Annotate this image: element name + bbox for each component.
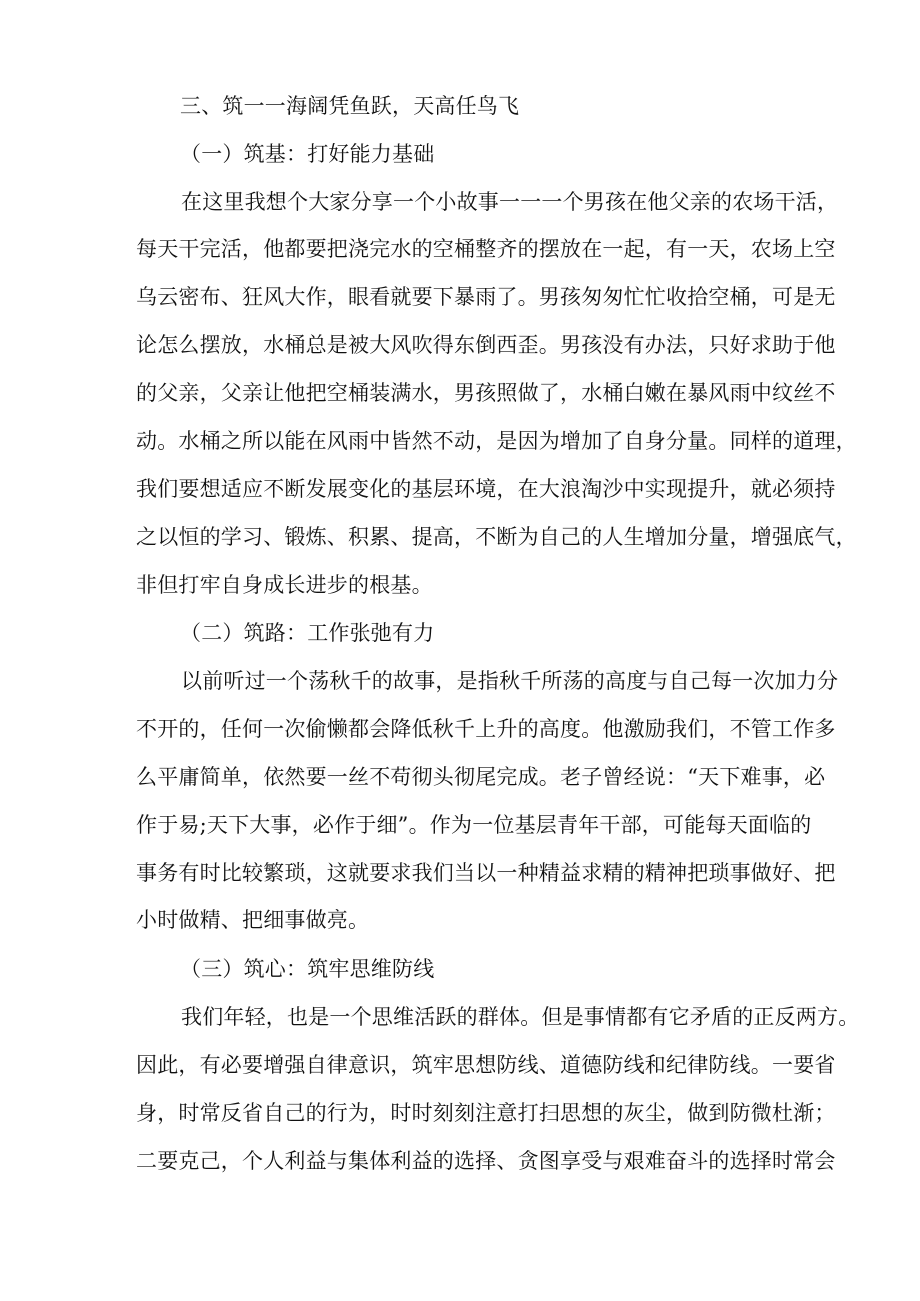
paragraph-line: 不开的，任何一次偷懒都会降低秋千上升的高度。他激励我们，不管工作多: [136, 717, 836, 741]
paragraph-line: 么平庸简单，依然要一丝不苟彻头彻尾完成。老子曾经说：“天下难事，必: [136, 765, 826, 789]
paragraph-line: 论怎么摆放，水桶总是被大风吹得东倒西歪。男孩没有办法，只好求助于他: [136, 333, 836, 357]
paragraph-line: 小时做精、把细事做亮。: [136, 908, 370, 932]
subsection-heading: （三）筑心：筑牢思维防线: [180, 957, 435, 981]
paragraph-line: 我们年轻，也是一个思维活跃的群体。但是事情都有它矛盾的正反两方。: [181, 1005, 860, 1029]
paragraph-line: 的父亲，父亲让他把空桶装满水，男孩照做了，水桶白嫩在暴风雨中纹丝不: [136, 381, 836, 405]
paragraph-line: 非但打牢自身成长进步的根基。: [136, 573, 433, 597]
paragraph-line: 以前听过一个荡秋千的故事，是指秋千所荡的高度与自己每一次加力分: [181, 669, 839, 693]
section-title: 三、筑一一海阔凭鱼跃，天高任鸟飞: [180, 94, 520, 118]
paragraph-line: 动。水桶之所以能在风雨中皆然不动，是因为增加了自身分量。同样的道理，: [136, 429, 857, 453]
paragraph-line: 作于易;天下大事，必作于细”。作为一位基层青年干部，可能每天面临的: [136, 813, 812, 837]
paragraph-line: 之以恒的学习、锻炼、积累、提高，不断为自己的人生增加分量，增强底气，: [136, 525, 857, 549]
paragraph-line: 事务有时比较繁琐，这就要求我们当以一种精益求精的精神把琐事做好、把: [136, 861, 836, 885]
paragraph-line: 每天干完活，他都要把浇完水的空桶整齐的摆放在一起，有一天，农场上空: [136, 237, 836, 261]
paragraph-line: 因此，有必要增强自律意识，筑牢思想防线、道德防线和纪律防线。一要省: [136, 1053, 836, 1077]
subsection-heading: （一）筑基：打好能力基础: [180, 142, 435, 166]
paragraph-line: 身，时常反省自己的行为，时时刻刻注意打扫思想的灰尘，做到防微杜渐；: [136, 1101, 836, 1125]
paragraph-line: 在这里我想个大家分享一个小故事一一一个男孩在他父亲的农场干活，: [181, 190, 839, 214]
paragraph-line: 二要克己，个人利益与集体利益的选择、贪图享受与艰难奋斗的选择时常会: [136, 1149, 836, 1173]
paragraph-line: 我们要想适应不断发展变化的基层环境，在大浪淘沙中实现提升，就必须持: [136, 477, 836, 501]
subsection-heading: （二）筑路：工作张弛有力: [180, 621, 435, 645]
paragraph-line: 乌云密布、狂风大作，眼看就要下暴雨了。男孩匆匆忙忙收拾空桶，可是无: [136, 285, 836, 309]
